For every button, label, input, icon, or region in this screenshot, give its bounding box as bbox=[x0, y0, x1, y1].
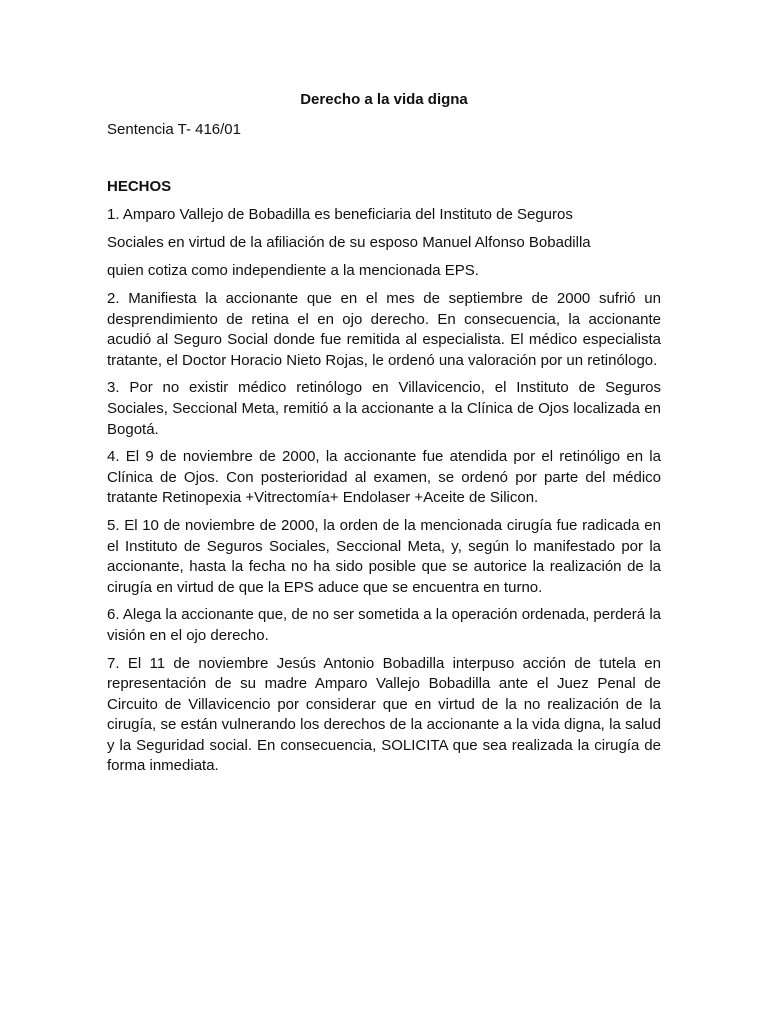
paragraph-item-7: 7. El 11 de noviembre Jesús Antonio Bobadilla interpuso acción de tutela en representación de su madre Amparo Vallejo Bobadilla ante el Juez Penal de Circuito de Villavicencio por considerar que en virtud de la no realización de la cirugía, se están vulnerando los derechos de la accionante a la vida digna, la salud y la Seguridad social. En consecuencia, SOLICITA que sea realizada la cirugía de forma inmediata. bbox=[107, 654, 661, 775]
section-heading: HECHOS bbox=[107, 178, 172, 195]
paragraph-item-2: 2. Manifiesta la accionante que en el mes de septiembre de 2000 sufrió un desprendimiento de retina el en ojo derecho. En consecuencia, la accionante acudió al Seguro Social donde fue remitida al especialista. El médico especialista tratante, el Doctor Horacio Nieto Rojas, le ordenó una valoración por un retinólogo. bbox=[107, 290, 661, 369]
paragraph-item-5: 5. El 10 de noviembre de 2000, la orden de la mencionada cirugía fue radicada en el Instituto de Seguros Sociales, Seccional Meta, y, según lo manifestado por la accionante, hasta la fecha no ha sido posible que se autorice la realización de la cirugía en virtud de que la EPS aduce que se encuentra en turno. bbox=[107, 516, 661, 596]
item-1-line-3: quien cotiza como independiente a la mencionada EPS. bbox=[107, 262, 479, 279]
item-1-line-2: Sociales en virtud de la afiliación de su esposo Manuel Alfonso Bobadilla bbox=[107, 234, 591, 251]
item-1-line-1: 1. Amparo Vallejo de Bobadilla es beneficiaria del Instituto de Seguros bbox=[107, 206, 573, 223]
document-page bbox=[107, 90, 661, 784]
paragraph-item-3: 3. Por no existir médico retinólogo en Villavicencio, el Instituto de Seguros Sociales, Seccional Meta, remitió a la accionante a la Clínica de Ojos localizada en Bogotá. bbox=[107, 379, 661, 438]
paragraph-item-4: 4. El 9 de noviembre de 2000, la accionante fue atendida por el retinóligo en la Clínica de Ojos. Con posterioridad al examen, se ordenó por parte del médico tratante Retinopexia +Vitrectomía+ Endolaser +Aceite de Silicon. bbox=[107, 448, 661, 507]
document-subtitle: Sentencia T- 416/01 bbox=[107, 121, 241, 138]
paragraph-item-6: 6. Alega la accionante que, de no ser sometida a la operación ordenada, perderá la visión en el ojo derecho. bbox=[107, 606, 661, 644]
document-title: Derecho a la vida digna bbox=[300, 91, 468, 108]
